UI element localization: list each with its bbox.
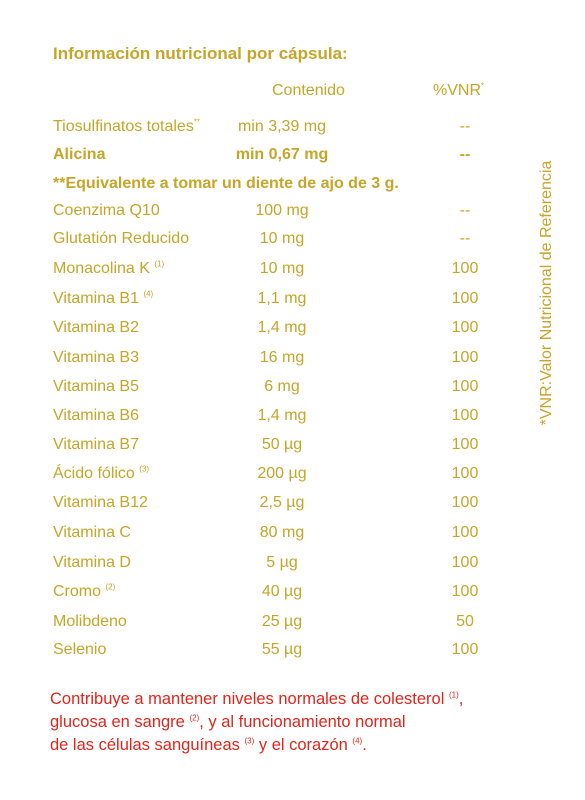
- nutrient-row-acido-folico: [0, 465, 520, 491]
- nutrient-name: Coenzima Q10: [53, 202, 160, 219]
- footnote-text: de las células sanguíneas: [50, 736, 240, 754]
- vnr-side-note-text: *VNR:Valor Nutricional de Referencia: [538, 160, 555, 425]
- column-header-vnr: [433, 82, 484, 100]
- nutrient-vnr: 100: [451, 554, 479, 571]
- nutrient-vnr: 50: [456, 613, 474, 630]
- nutrient-vnr: --: [459, 146, 471, 163]
- nutrient-vnr: 100: [451, 465, 479, 482]
- footnote-text: y el corazón: [258, 736, 348, 754]
- nutrient-name: Vitamina B7: [53, 436, 139, 453]
- nutrient-amount: 50 µg: [261, 436, 303, 453]
- nutrient-mark: (4): [143, 289, 154, 299]
- footnote-mark: (2): [189, 713, 200, 723]
- column-header-vnr-mark: *: [481, 81, 485, 91]
- nutrient-row-tiosulfinatos: [0, 118, 520, 144]
- nutrient-row-vitamina-b3: [0, 349, 520, 375]
- footnote-mark: (3): [244, 736, 255, 746]
- nutrient-row-glutation: [0, 230, 520, 256]
- nutrient-name: Vitamina B3: [53, 349, 139, 366]
- nutrient-vnr: 100: [451, 407, 479, 424]
- nutrient-amount: 100 mg: [255, 202, 309, 219]
- nutrient-vnr: 100: [451, 290, 479, 307]
- nutrient-amount: 25 µg: [261, 613, 303, 630]
- nutrient-name: Vitamina D: [53, 554, 131, 571]
- health-claims-footnote: [50, 688, 570, 757]
- footnote-text: glucosa en sangre: [50, 713, 185, 731]
- column-header-vnr-label: %VNR: [433, 82, 482, 99]
- nutrient-name-text: Monacolina K: [53, 260, 150, 277]
- nutrient-vnr: 100: [451, 378, 479, 395]
- vnr-side-note: [537, 120, 557, 465]
- footnote-text: .: [362, 736, 367, 754]
- nutrient-amount: 10 mg: [259, 260, 305, 277]
- nutrient-vnr: --: [459, 230, 471, 247]
- nutrient-name-text: Vitamina B1: [53, 290, 139, 307]
- nutrient-mark: **: [193, 117, 201, 127]
- nutrient-row-monacolina-k: [0, 260, 520, 286]
- nutrient-amount: 1,1 mg: [257, 290, 307, 307]
- nutrient-vnr: --: [459, 202, 471, 219]
- nutrition-title: Información nutricional por cápsula:: [53, 44, 348, 63]
- nutrient-row-selenio: [0, 641, 520, 667]
- nutrient-vnr: --: [459, 118, 471, 135]
- nutrient-amount: 1,4 mg: [257, 407, 307, 424]
- nutrient-row-molibdeno: [0, 613, 520, 639]
- nutrient-mark: (3): [139, 464, 150, 474]
- nutrient-name: Selenio: [53, 641, 107, 658]
- footnote-text: ,: [458, 690, 464, 708]
- footnote-line-3: [50, 734, 570, 757]
- nutrient-row-vitamina-d: [0, 554, 520, 580]
- nutrient-row-vitamina-b6: [0, 407, 520, 433]
- nutrient-mark: (1): [154, 259, 165, 269]
- nutrient-name: Glutatión Reducido: [53, 230, 190, 247]
- nutrient-mark: (2): [105, 582, 116, 592]
- nutrient-amount: 40 µg: [261, 583, 303, 600]
- nutrient-name-text: Ácido fólico: [53, 465, 135, 482]
- nutrient-amount: 1,4 mg: [257, 319, 307, 336]
- nutrient-row-vitamina-c: [0, 524, 520, 550]
- nutrient-row-vitamina-b1: [0, 290, 520, 316]
- footnote-mark: (1): [448, 690, 459, 700]
- nutrient-name: [53, 290, 153, 308]
- nutrient-vnr: 100: [451, 319, 479, 336]
- nutrient-amount: 55 µg: [261, 641, 303, 658]
- nutrient-name: [53, 118, 200, 136]
- nutrient-name: Vitamina B2: [53, 319, 139, 336]
- nutrient-amount: 6 mg: [264, 378, 300, 395]
- nutrient-name: [53, 583, 115, 601]
- nutrient-name-text: Tiosulfinatos totales: [53, 118, 194, 135]
- footnote-text: Contribuye a mantener niveles normales de colesterol: [50, 690, 445, 708]
- nutrient-name: Alicina: [53, 146, 106, 163]
- nutrient-name: Vitamina B5: [53, 378, 139, 395]
- nutrient-name: Vitamina C: [53, 524, 131, 541]
- nutrient-amount: 2,5 µg: [259, 494, 305, 511]
- nutrient-name: Molibdeno: [53, 613, 127, 630]
- nutrient-row-alicina: [0, 146, 520, 172]
- nutrient-name: [53, 465, 149, 483]
- nutrient-amount: 10 mg: [259, 230, 305, 247]
- nutrient-vnr: 100: [451, 349, 479, 366]
- nutrient-name-text: Cromo: [53, 583, 102, 600]
- footnote-mark: (4): [352, 736, 363, 746]
- nutrient-name: Vitamina B6: [53, 407, 139, 424]
- footnote-text: , y al funcionamiento normal: [199, 713, 406, 731]
- column-header-content: Contenido: [272, 82, 345, 99]
- nutrient-amount: 80 mg: [259, 524, 305, 541]
- nutrient-amount: min 0,67 mg: [235, 146, 329, 163]
- nutrient-vnr: 100: [451, 260, 479, 277]
- nutrient-amount: min 3,39 mg: [237, 118, 327, 135]
- nutrient-row-coenzima-q10: [0, 202, 520, 228]
- garlic-equivalent-note: **Equivalente a tomar un diente de ajo de 3 g.: [53, 175, 399, 192]
- nutrient-name: Vitamina B12: [53, 494, 148, 511]
- nutrient-vnr: 100: [451, 583, 479, 600]
- nutrient-row-vitamina-b12: [0, 494, 520, 520]
- nutrient-name: [53, 260, 164, 278]
- nutrient-amount: 16 mg: [259, 349, 305, 366]
- nutrient-row-vitamina-b5: [0, 378, 520, 404]
- nutrient-vnr: 100: [451, 436, 479, 453]
- nutrient-amount: 200 µg: [257, 465, 307, 482]
- nutrient-amount: 5 µg: [266, 554, 298, 571]
- footnote-line-2: [50, 711, 570, 734]
- nutrient-row-vitamina-b7: [0, 436, 520, 462]
- nutrient-vnr: 100: [451, 641, 479, 658]
- footnote-line-1: [50, 688, 570, 711]
- nutrient-vnr: 100: [451, 494, 479, 511]
- nutrient-row-vitamina-b2: [0, 319, 520, 345]
- nutrient-row-cromo: [0, 583, 520, 609]
- nutrient-vnr: 100: [451, 524, 479, 541]
